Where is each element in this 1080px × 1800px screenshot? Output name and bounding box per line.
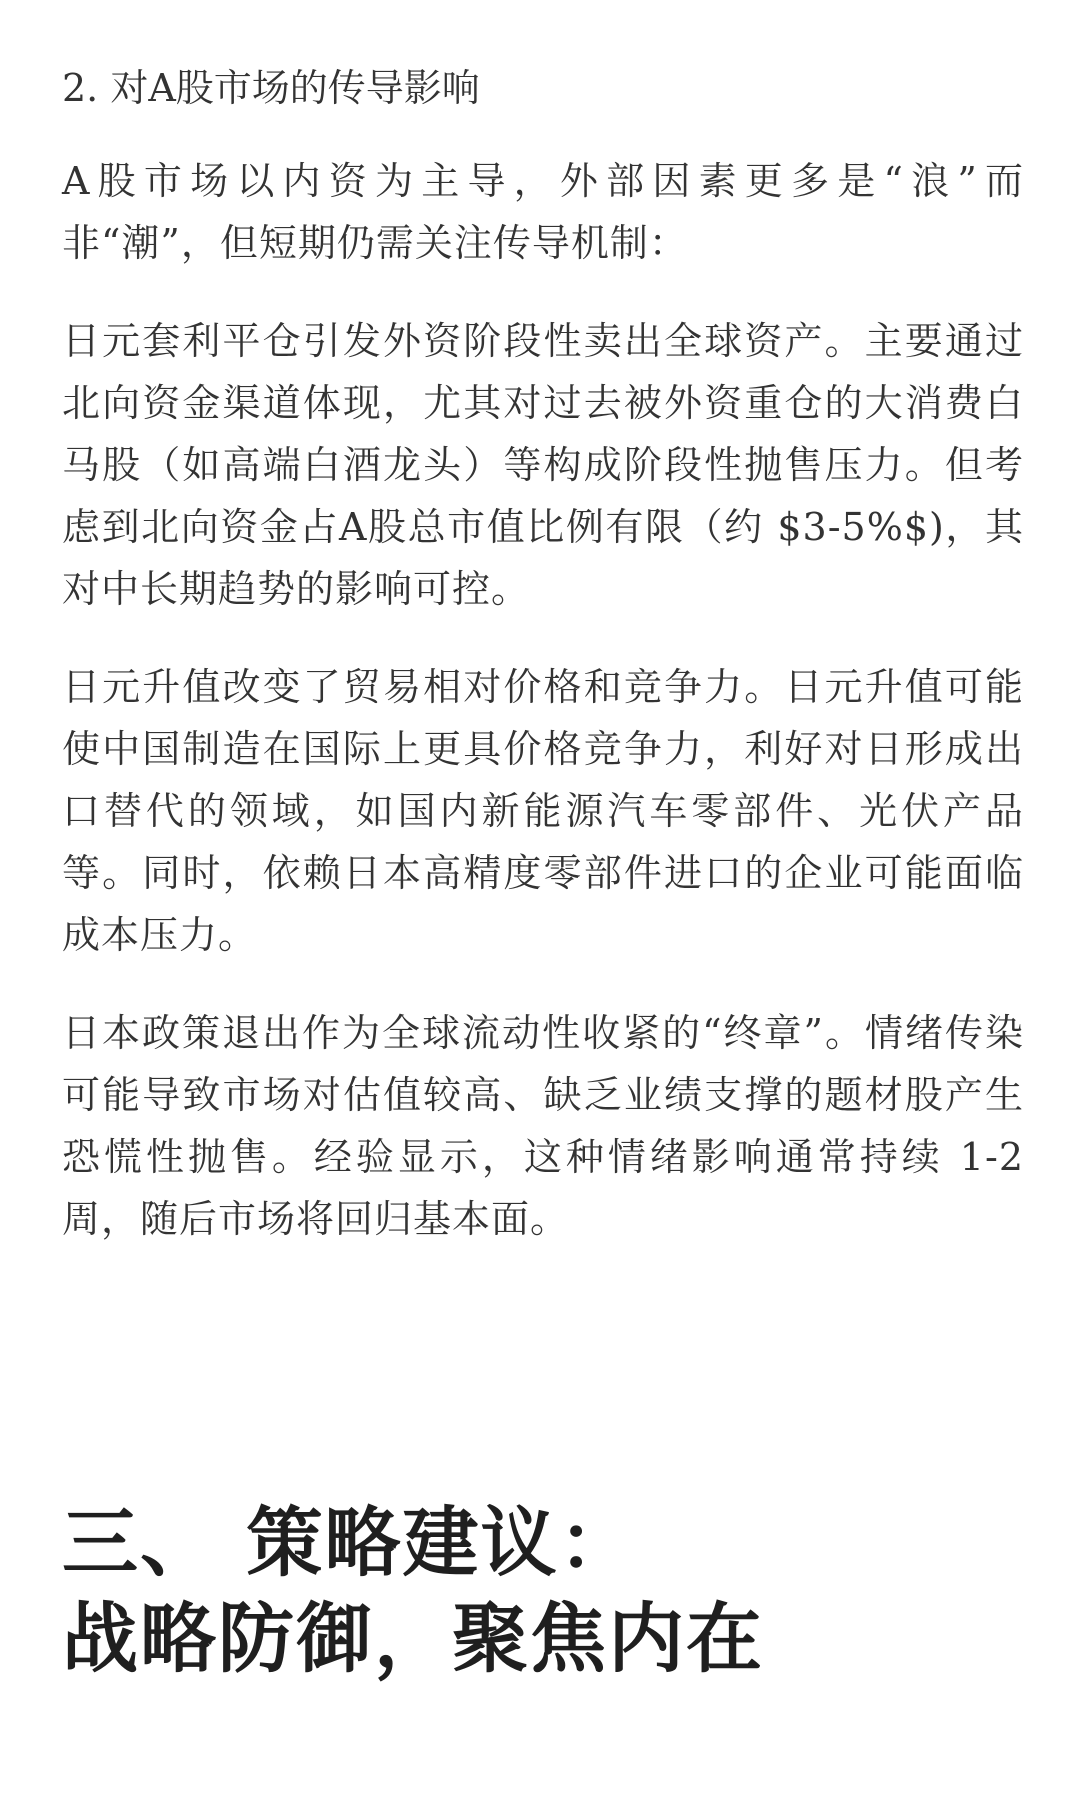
paragraph-sentiment: 日本政策退出作为全球流动性收紧的“终章”。情绪传染可能导致市场对估值较高、缺乏业绩支撑的题材股产生恐慌性抛售。经验显示，这种情绪影响通常持续 1-2 周，随后市场将回归基本面。	[62, 1011, 1024, 1241]
paragraph-capital-outflow: 日元套利平仓引发外资阶段性卖出全球资产。主要通过北向资金渠道体现，尤其对过去被外资重仓的大消费白马股（如高端白酒龙头）等构成阶段性抛售压力。但考虑到北向资金占A股总市值比例有限（约 $3-5%$)，其对中长期趋势的影响可控。	[62, 319, 1024, 611]
paragraph-intro: A股市场以内资为主导，外部因素更多是“浪”而非“潮”，但短期仍需关注传导机制：	[62, 159, 1024, 265]
section-heading-line2: 战略防御，聚焦内在	[62, 1594, 764, 1683]
paragraph-trade-competitiveness: 日元升值改变了贸易相对价格和竞争力。日元升值可能使中国制造在国际上更具价格竞争力，利好对日形成出口替代的领域，如国内新能源汽车零部件、光伏产品等。同时，依赖日本高精度零部件进口的企业可能面临成本压力。	[62, 665, 1024, 957]
article-body	[62, 62, 1024, 1286]
section-heading-line1: 三、 策略建议：	[62, 1498, 637, 1587]
section-heading	[62, 1495, 1024, 1687]
section-subtitle: 2. 对A股市场的传导影响	[62, 66, 480, 110]
